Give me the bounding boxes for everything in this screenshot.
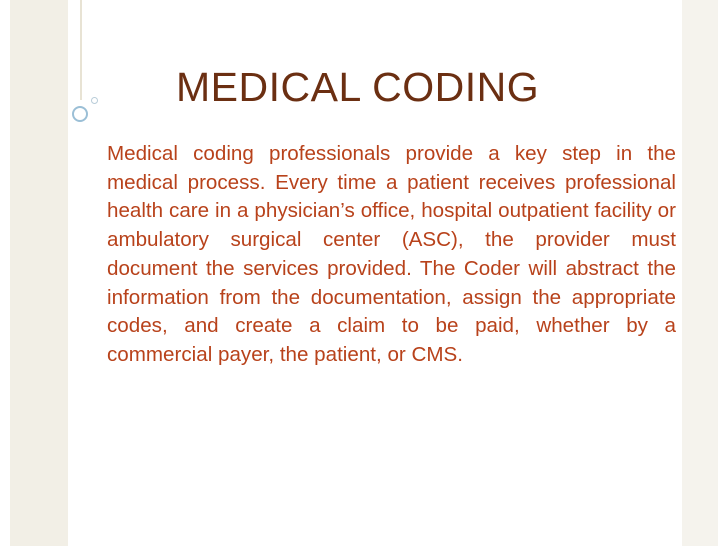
decorative-vertical-line xyxy=(80,0,82,100)
slide-body-text: Medical coding professionals provide a key step in the medical process. Every time a patient receives professional health care in a physician’s office, hospital outpatient facility or ambulatory surgical center (ASC), the provider must document the services provided. The Coder will abstract the information from the documentation, assign the appropriate codes, and create a claim to be paid, whether by a commercial payer, the patient, or CMS. xyxy=(107,142,676,366)
decorative-small-circle-icon xyxy=(91,97,98,104)
decorative-circle-icon xyxy=(72,106,88,122)
decorative-side-bar-right xyxy=(682,0,718,546)
decorative-side-bar-left xyxy=(10,0,68,546)
slide-title: MEDICAL CODING xyxy=(176,64,540,110)
